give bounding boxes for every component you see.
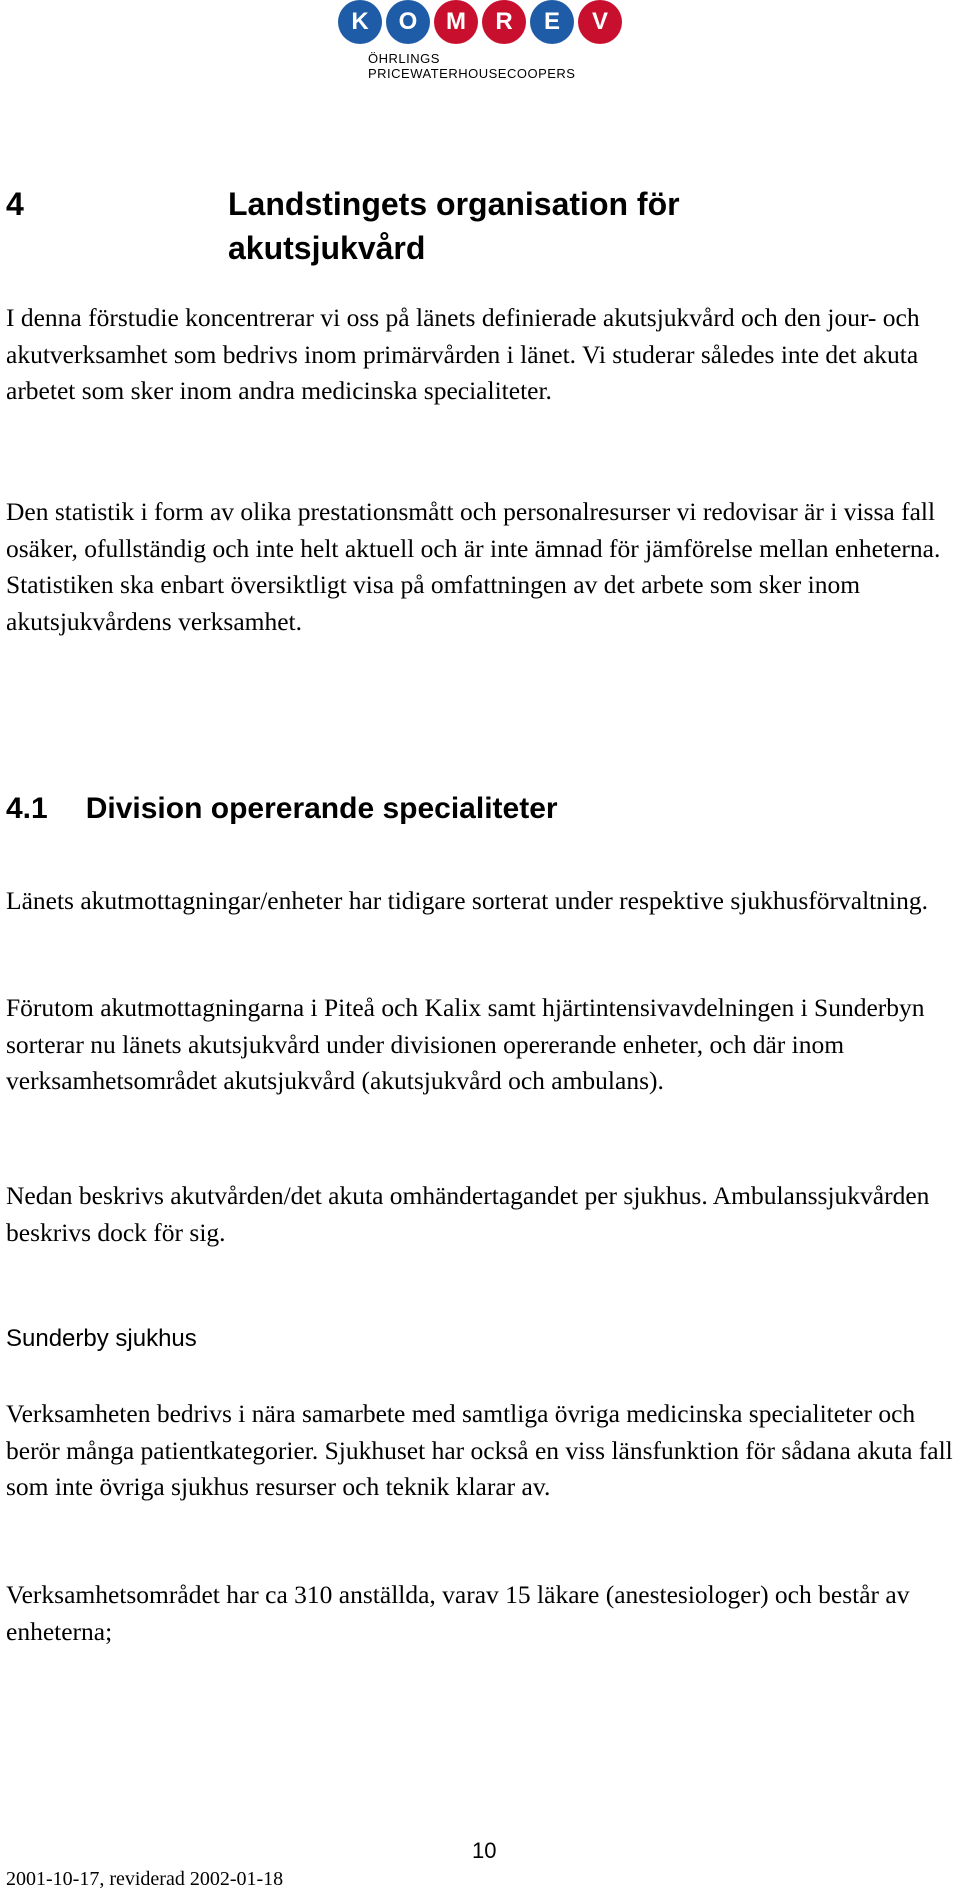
paragraph-operations: Verksamheten bedrivs i nära samarbete med samtliga övriga medicinska specialiteter och berör många patientkategorier. Sjukhuset har också en viss länsfunktion för sådana akuta fall som inte övriga sjukhus resurser och teknik klarar av. [6, 1399, 953, 1501]
section-title-line-2: akutsjukvård [228, 230, 426, 266]
subsection-heading [6, 792, 558, 826]
section-title [228, 182, 828, 270]
subheading-sunderby: Sunderby sjukhus [6, 1325, 197, 1352]
paragraph-staff: Verksamhetsområdet har ca 310 anställda, varav 15 läkare (anestesiologer) och består av enheterna; [6, 1580, 910, 1646]
logo-letter-v: V [578, 0, 622, 44]
logo-subtitle: ÖHRLINGS PRICEWATERHOUSECOOPERS [368, 51, 576, 81]
logo-letter-o: O [386, 0, 430, 44]
logo-letter-r: R [482, 0, 526, 44]
footer-date: 2001-10-17, reviderad 2002-01-18 [6, 1868, 284, 1890]
logo-letter-k: K [338, 0, 382, 44]
section-number: 4 [6, 186, 24, 222]
logo-letter-m: M [434, 0, 478, 44]
paragraph-division: Förutom akutmottagningarna i Piteå och Kalix samt hjärtintensivavdelningen i Sunderbyn sorterar nu länets akutsjukvård under divisionen opererande enheter, och där inom verksamhetsområdet akutsjukvård (akutsjukvård och ambulans). [6, 993, 925, 1095]
subsection-number: 4.1 [6, 792, 48, 825]
logo-letter-e: E [530, 0, 574, 44]
logo-letters [338, 0, 638, 44]
paragraph-intro: I denna förstudie koncentrerar vi oss på länets definierade akutsjukvård och den jour- och akutverksamhet som bedrivs inom primärvården i länet. Vi studerar således inte det akuta arbetet som sker inom andra medicinska specialiteter. [6, 303, 920, 405]
paragraph-statistics: Den statistik i form av olika prestationsmått och personalresurser vi redovisar är i vissa fall osäker, ofullständig och inte helt aktuell och är inte ämnad för jämförelse mellan enheterna. Statistiken ska enbart översiktligt visa på omfattningen av det arbete som sker inom akutsjukvårdens verksamhet. [6, 497, 941, 636]
subsection-title: Division opererande specialiteter [85, 792, 558, 825]
paragraph-per-hospital: Nedan beskrivs akutvården/det akuta omhändertagandet per sjukhus. Ambulanssjukvården beskrivs dock för sig. [6, 1181, 930, 1247]
section-title-line-1: Landstingets organisation för [228, 186, 680, 222]
page-number: 10 [472, 1838, 497, 1863]
komrev-logo [338, 0, 638, 81]
paragraph-acute-units: Länets akutmottagningar/enheter har tidigare sorterat under respektive sjukhusförvaltning. [6, 886, 928, 915]
